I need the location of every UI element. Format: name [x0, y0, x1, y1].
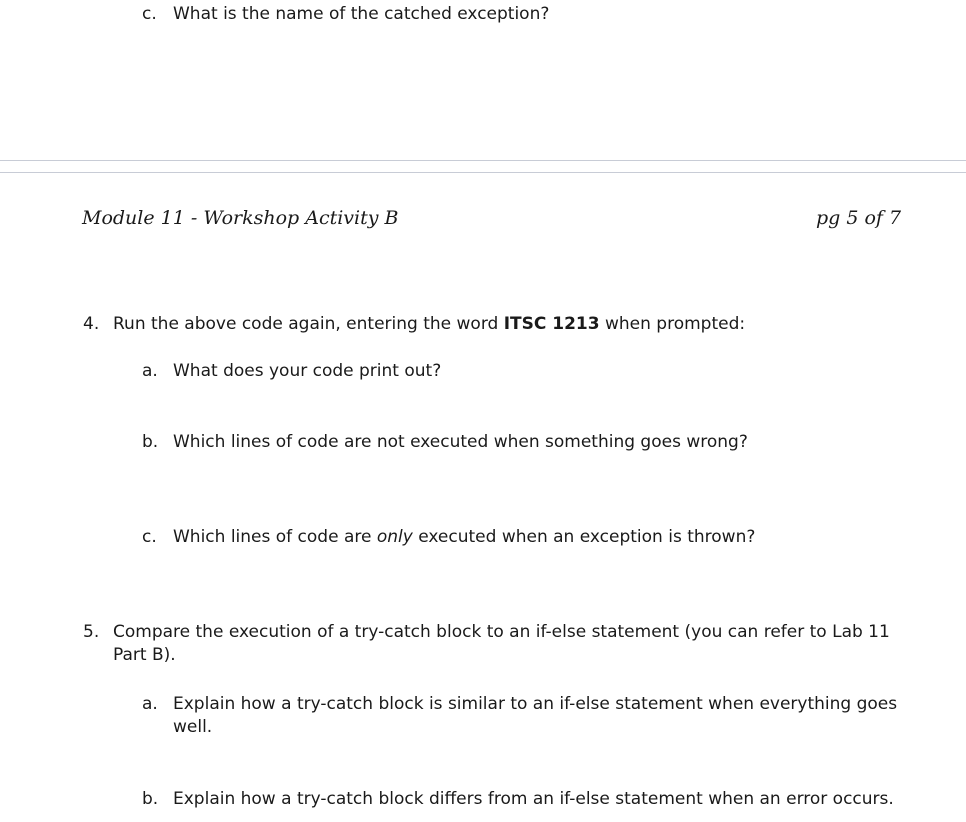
question-4-number: 4. — [83, 314, 100, 334]
page-header-title: Module 11 - Workshop Activity B — [82, 207, 399, 229]
question-5b-marker: b. — [142, 789, 159, 809]
question-4a-marker: a. — [142, 361, 158, 381]
question-4c-marker: c. — [142, 527, 157, 547]
question-4b-marker: b. — [142, 432, 159, 452]
question-4a-text: What does your code print out? — [173, 361, 442, 381]
page-break-line-top — [0, 160, 966, 161]
question-4-bold-term: ITSC 1213 — [503, 314, 600, 334]
page-break-line-bottom — [0, 172, 966, 173]
question-5a-text: Explain how a try-catch block is similar to an if-else statement when everything goes well. — [173, 694, 898, 737]
list-marker-top-c: c. — [142, 4, 157, 24]
question-4b-text: Which lines of code are not executed when something goes wrong? — [173, 432, 748, 452]
question-4c-text — [173, 526, 755, 549]
question-4-text-end: when prompted: — [599, 314, 746, 334]
question-4c-text-end: executed when an exception is thrown? — [412, 527, 756, 547]
question-5b-text: Explain how a try-catch block differs from an if-else statement when an error occurs. — [173, 789, 894, 809]
question-4c-text-start: Which lines of code are — [173, 527, 377, 547]
question-5-text: Compare the execution of a try-catch block to an if-else statement (you can refer to Lab 11 Part B). — [113, 622, 890, 665]
question-4-text — [113, 313, 745, 336]
question-top-c: What is the name of the catched exception? — [173, 4, 550, 24]
question-4-text-start: Run the above code again, entering the word — [113, 314, 504, 334]
question-5a-marker: a. — [142, 694, 158, 714]
page-number: pg 5 of 7 — [816, 207, 902, 229]
question-5-number: 5. — [83, 622, 100, 642]
question-4c-italic-word: only — [376, 527, 413, 547]
